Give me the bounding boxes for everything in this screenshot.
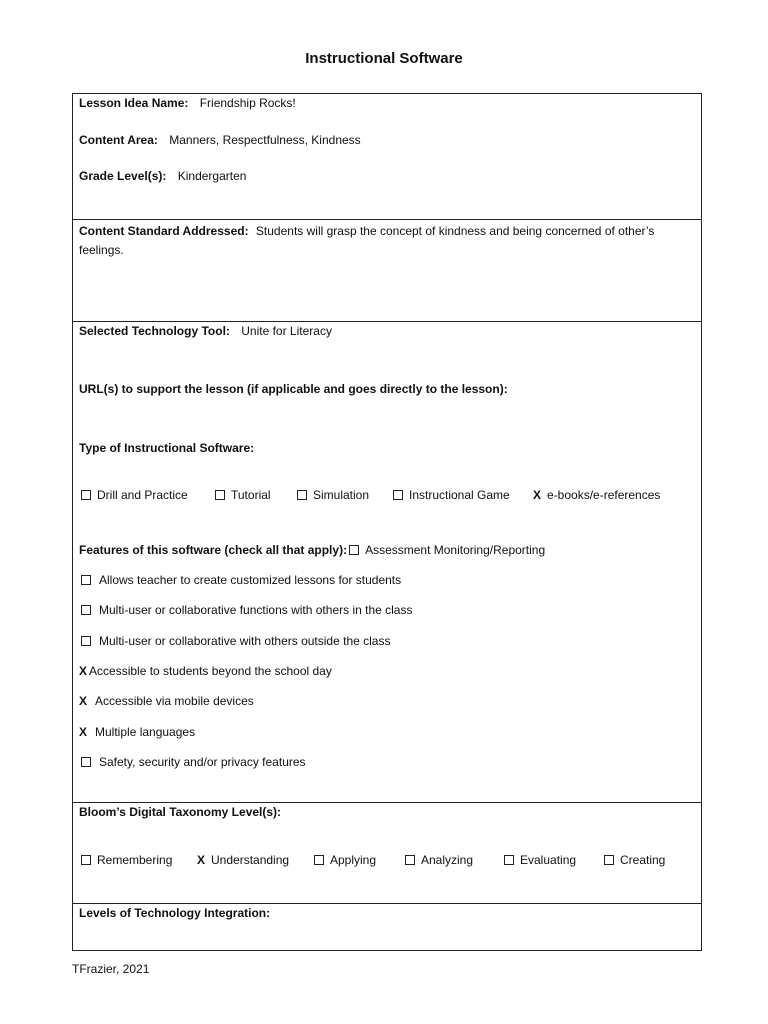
grade-level-row [79,169,246,183]
bloom-option[interactable] [81,853,172,867]
lesson-idea-label: Lesson Idea Name: [79,96,189,110]
feature-option[interactable] [79,573,401,587]
type-option-label: Simulation [313,488,370,502]
feature-option-label: Assessment Monitoring/Reporting [365,543,546,557]
footer-credit: TFrazier, 2021 [72,962,150,976]
type-option[interactable] [297,488,369,502]
bloom-option[interactable] [405,853,473,867]
url-label: URL(s) to support the lesson (if applicable and goes directly to the lesson): [79,382,508,396]
type-option-label: Instructional Game [409,488,510,502]
checkbox-icon[interactable] [297,490,307,500]
bloom-option[interactable] [197,853,289,867]
features-label: Features of this software (check all that apply): [79,543,348,557]
technology-tool-section [72,321,702,803]
grade-level-value: Kindergarten [177,169,247,183]
type-option-label: Tutorial [231,488,271,502]
software-type-label: Type of Instructional Software: [79,441,255,455]
checkbox-icon[interactable] [393,490,403,500]
integration-label: Levels of Technology Integration: [79,906,271,920]
feature-option-label: Accessible to students beyond the school day [89,664,332,678]
type-option[interactable] [393,488,510,502]
content-area-label: Content Area: [79,133,158,147]
checkbox-icon[interactable] [405,855,415,865]
blooms-taxonomy-section [72,802,702,904]
feature-option[interactable] [79,755,306,769]
type-option-label: e-books/e-references [547,488,661,502]
checkbox-icon[interactable] [81,490,91,500]
content-standard-value: Students will grasp the concept of kindness and being concerned of other’s feelings. [79,224,655,257]
x-mark-icon[interactable]: X [79,664,88,678]
feature-option[interactable] [79,603,412,617]
grade-level-label: Grade Level(s): [79,169,167,183]
bloom-option[interactable] [504,853,576,867]
x-mark-icon[interactable]: X [79,725,88,739]
feature-option[interactable] [79,694,254,708]
bloom-option-label: Analyzing [421,853,474,867]
lesson-info-section [72,93,702,220]
feature-option-label: Multi-user or collaborative with others outside the class [99,634,391,648]
checkbox-icon[interactable] [81,757,91,767]
lesson-idea-value: Friendship Rocks! [199,96,296,110]
feature-option[interactable] [79,634,390,648]
type-option[interactable] [81,488,188,502]
bloom-option[interactable] [604,853,665,867]
blooms-label: Bloom’s Digital Taxonomy Level(s): [79,805,282,819]
tool-label: Selected Technology Tool: [79,324,230,338]
bloom-option[interactable] [314,853,376,867]
checkbox-icon[interactable] [81,636,91,646]
feature-option[interactable] [79,664,332,678]
checkbox-icon[interactable] [604,855,614,865]
type-option-label: Drill and Practice [97,488,188,502]
feature-option-label: Allows teacher to create customized lessons for students [99,573,402,587]
bloom-option-label: Understanding [211,853,290,867]
type-option[interactable] [215,488,271,502]
bloom-option-label: Evaluating [520,853,577,867]
content-area-value: Manners, Respectfulness, Kindness [169,133,361,147]
x-mark-icon[interactable]: X [79,694,88,708]
bloom-option-label: Applying [330,853,377,867]
checkbox-icon[interactable] [81,605,91,615]
feature-option-label: Accessible via mobile devices [95,694,254,708]
checkbox-icon[interactable] [81,575,91,585]
feature-option-label: Multiple languages [95,725,196,739]
features-row [79,543,545,557]
feature-option-label: Safety, security and/or privacy features [99,755,306,769]
feature-option[interactable] [79,725,195,739]
tool-row [79,324,332,338]
checkbox-icon[interactable] [314,855,324,865]
page-title: Instructional Software [305,50,463,67]
bloom-option-label: Creating [620,853,666,867]
checkbox-icon[interactable] [215,490,225,500]
checkbox-icon[interactable] [81,855,91,865]
feature-option-label: Multi-user or collaborative functions with others in the class [99,603,413,617]
checkbox-icon[interactable] [349,545,359,555]
lesson-idea-row [79,96,296,110]
content-standard-label: Content Standard Addressed: [79,224,249,238]
x-mark-icon[interactable]: X [533,488,542,502]
tool-value: Unite for Literacy [241,324,332,338]
checkbox-icon[interactable] [504,855,514,865]
x-mark-icon[interactable]: X [197,853,206,867]
content-area-row [79,133,361,147]
type-option[interactable] [533,488,660,502]
content-standard-row [79,222,689,260]
technology-integration-section [72,903,702,951]
content-standard-section [72,219,702,322]
bloom-option-label: Remembering [97,853,173,867]
